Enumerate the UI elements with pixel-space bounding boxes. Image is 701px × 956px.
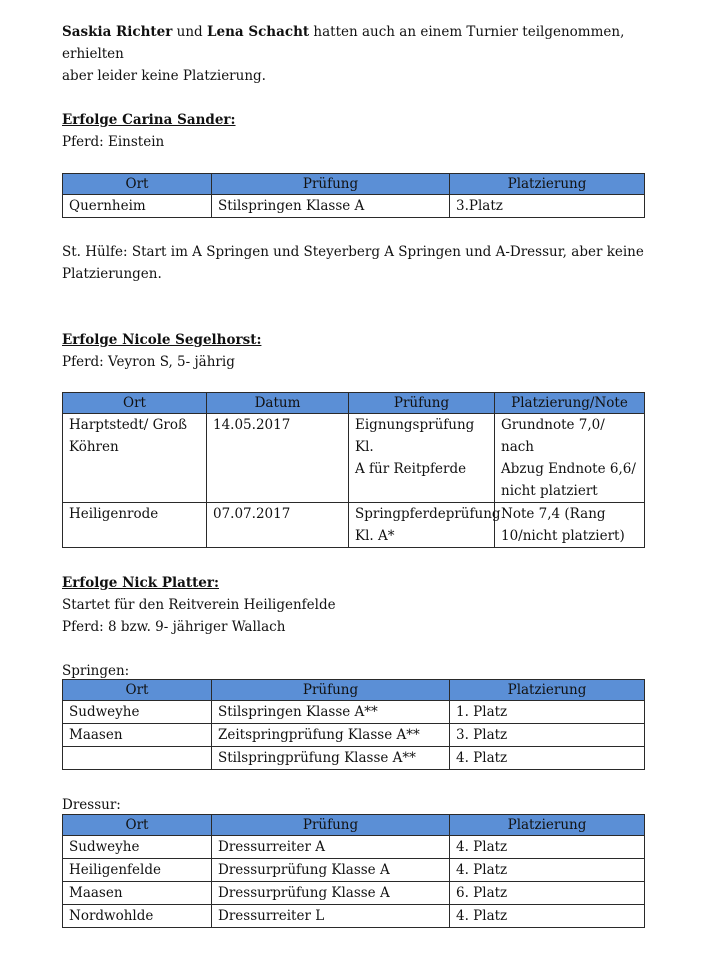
table-cell: Nordwohlde (63, 905, 212, 928)
table-cell: Dressurreiter L (212, 905, 450, 928)
table-header-row (63, 815, 645, 836)
table-cell (349, 503, 501, 548)
subsection-label: Springen: (62, 663, 130, 679)
table-cell: Stilspringen Klasse A (212, 195, 450, 218)
table-cell: Sudweyhe (63, 836, 212, 859)
cell-line: Note 7,4 (Rang (501, 506, 606, 522)
carina-note (62, 241, 644, 285)
table-cell: Maasen (63, 882, 212, 905)
cell-line: Grundnote 7,0/ nach (501, 417, 605, 455)
header-cell: Ort (63, 815, 212, 836)
header-cell: Ort (63, 174, 212, 195)
header-cell: Prüfung (212, 174, 450, 195)
table-cell: 4. Platz (450, 859, 645, 882)
cell-line: Heiligenrode (69, 506, 159, 522)
table-header-row (63, 174, 645, 195)
table-row (63, 882, 645, 905)
table-row (63, 701, 645, 724)
table-cell: Quernheim (63, 195, 212, 218)
table-cell: 6. Platz (450, 882, 645, 905)
table-nicole (62, 392, 644, 548)
intro-text: hatten auch an einem Turnier teilgenommen, erhielten (62, 24, 625, 62)
table-carina (62, 173, 644, 218)
table-cell: Dressurprüfung Klasse A (212, 859, 450, 882)
section-carina (62, 109, 644, 153)
cell-line: Springpferdeprüfung (355, 506, 501, 522)
subsection-label: Dressur: (62, 797, 121, 813)
cell-line: 07.07.2017 (213, 506, 291, 522)
table-cell (207, 414, 349, 503)
table-cell: Stilspringen Klasse A** (212, 701, 450, 724)
cell-line: Harptstedt/ Groß (69, 417, 187, 433)
name-lena: Lena Schacht (206, 24, 310, 40)
table-cell: Heiligenfelde (63, 859, 212, 882)
table-row (63, 503, 645, 548)
cell-line: Eignungsprüfung Kl. (355, 417, 475, 455)
table-header-row (63, 680, 645, 701)
table-cell: Zeitspringprüfung Klasse A** (212, 724, 450, 747)
intro-text: und (172, 24, 207, 40)
table-cell (349, 414, 495, 503)
cell-line: Köhren (69, 439, 119, 455)
table-cell: Dressurprüfung Klasse A (212, 882, 450, 905)
table-cell (495, 414, 645, 503)
header-cell: Prüfung (349, 393, 495, 414)
table-row (63, 836, 645, 859)
table-cell: 4. Platz (450, 905, 645, 928)
header-cell: Platzierung/Note (495, 393, 645, 414)
cell-line: Kl. A* (355, 528, 395, 544)
table-cell: Stilspringprüfung Klasse A** (212, 747, 450, 770)
cell-line: nicht platziert (501, 483, 598, 499)
header-cell: Prüfung (212, 815, 450, 836)
section-nick (62, 572, 644, 638)
note-line: St. Hülfe: Start im A Springen und Steyerberg A Springen und A-Dressur, aber keine (62, 244, 644, 260)
table-cell: Dressurreiter A (212, 836, 450, 859)
table-cell (495, 503, 645, 548)
note-line: Platzierungen. (62, 266, 162, 282)
table-cell: 3.Platz (450, 195, 645, 218)
table-cell: 3. Platz (450, 724, 645, 747)
table-cell: 4. Platz (450, 747, 645, 770)
header-cell: Ort (63, 680, 212, 701)
header-cell: Ort (63, 393, 207, 414)
table-row (63, 195, 645, 218)
table-row (63, 859, 645, 882)
table-cell (63, 503, 207, 548)
section-heading: Erfolge Carina Sander: (62, 112, 236, 128)
table-row (63, 414, 645, 503)
section-heading: Erfolge Nick Platter: (62, 575, 219, 591)
header-cell: Prüfung (212, 680, 450, 701)
table-row (63, 724, 645, 747)
table-cell (207, 503, 349, 548)
table-cell: 4. Platz (450, 836, 645, 859)
table-dressur (62, 814, 644, 928)
cell-line: 14.05.2017 (213, 417, 291, 433)
section-nicole (62, 329, 644, 373)
dressur-label (62, 794, 644, 816)
header-cell: Datum (207, 393, 349, 414)
header-cell: Platzierung (450, 815, 645, 836)
header-cell: Platzierung (450, 174, 645, 195)
header-cell: Platzierung (450, 680, 645, 701)
intro-line2: aber leider keine Platzierung. (62, 68, 266, 84)
cell-line: 10/nicht platziert) (501, 528, 625, 544)
table-header-row (63, 393, 645, 414)
intro-paragraph (62, 21, 644, 87)
table-cell: Sudweyhe (63, 701, 212, 724)
section-heading: Erfolge Nicole Segelhorst: (62, 332, 262, 348)
table-springen (62, 679, 644, 770)
name-saskia: Saskia Richter (62, 24, 173, 40)
table-row (63, 905, 645, 928)
cell-line: A für Reitpferde (355, 461, 467, 477)
horse-info: Pferd: Einstein (62, 134, 165, 150)
club-info: Startet für den Reitverein Heiligenfelde (62, 597, 336, 613)
horse-info: Pferd: Veyron S, 5- jährig (62, 354, 235, 370)
horse-info: Pferd: 8 bzw. 9- jähriger Wallach (62, 619, 286, 635)
table-cell: 1. Platz (450, 701, 645, 724)
table-cell (63, 414, 207, 503)
cell-line: Abzug Endnote 6,6/ (501, 461, 636, 477)
table-cell (63, 747, 212, 770)
table-cell: Maasen (63, 724, 212, 747)
table-row (63, 747, 645, 770)
